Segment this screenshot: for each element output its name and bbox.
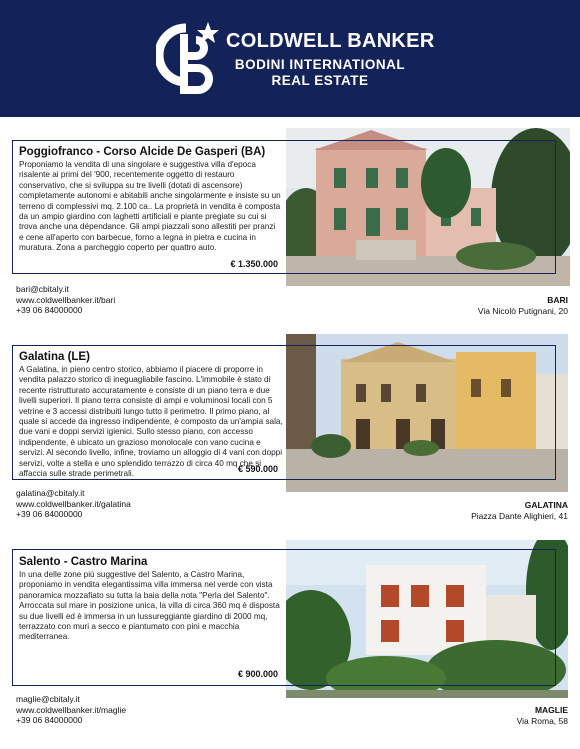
contact-block [16,284,115,316]
listing-title: Salento - Castro Marina [19,556,148,568]
contact-website[interactable]: www.coldwellbanker.it/maglie [16,704,127,715]
office-city: MAGLIE [534,705,568,715]
listing-description: Proponiamo la vendita di una singolare e suggestiva villa d'epoca risalente ai primi del '900, recentemente oggetto di restauro conservativo, che si sviluppa su tre livelli (dotati di ascensore) completamente autonomi e abitabili anche singolarmente e insiste su un terreno di complessivi mq. 2.100 ca.. La proprietà in vendita è composta da un ampio giardino con laghetti artificiali e piante pregiate su cui si trova anche una dépendance. Gli ampi piazzali sono allestiti per pranzi e cene all'aperto con barbecue, forno a legna in pietra e cucina in muratura. Zona a parcheggio coperto per quattro auto. [19,160,281,253]
office-address: Via Roma, 58 [516,715,568,726]
listing-text [19,556,283,682]
cb-monogram-icon [156,20,226,96]
contact-email[interactable]: bari@cbitaly.it [16,284,69,294]
office-city: BARI [547,295,568,305]
listing-text [19,146,281,270]
office-address: Piazza Dante Alighieri, 41 [471,510,568,521]
contact-website[interactable]: www.coldwellbanker.it/galatina [16,498,131,509]
contact-phone[interactable]: +39 06 84000000 [16,509,83,519]
listing-title: Galatina (LE) [19,351,90,363]
contact-email[interactable]: galatina@cbitaly.it [16,488,85,498]
office-block [471,500,568,521]
contact-block [16,694,126,726]
office-block [517,705,568,726]
contact-email[interactable]: maglie@cbitaly.it [16,694,80,704]
office-city: GALATINA [524,500,568,510]
brand-subtitle: BODINI INTERNATIONAL [234,57,406,72]
listing-description: A Galatina, in pieno centro storico, abbiamo il piacere di proporre in vendita palazzo storico di ineguagliabile fascino. L'immobile è stato di recente ristrutturato accuratamente e consiste di un piano terra e due livelli superiori. Il piano terra consiste di ampi e voluminosi locali con 5 vetrine e 3 accessi distribuiti lungo tutto il perimetro. Il primo piano, al quale si accede da ingresso indipendente, è composto da un'ampia sala, due vani e doppi servizi igienici. Sullo stesso piano, con accesso indipendente, è ubicato un grazioso monolocale con vano cucina e servizi. Al secondo livello, infine, troviamo un alloggio di 4 vani con doppi servizi, volte a stella e uno splendido terrazzo di circa 40 mq che si affaccia sulle strade perimetrali. [19,365,283,479]
listing-description: In una delle zone più suggestive del Salento, a Castro Marina, proponiamo in vendita elegantissima villa immersa nel verde con vista panoramica mozzafiato su tutta la baia della nota "Perla del Salento". Arroccata sul mare in posizione unica, la villa di circa 360 mq è disposta su due livelli ed è immersa in un lussureggiante giardino di 2000 mq, terrazzato con muri a secco e piantumato con pini e macchia mediterranea. [19,570,280,642]
contact-block [16,488,131,520]
brand-text [226,30,435,89]
brand-tagline: REAL ESTATE [271,73,369,88]
listing-price: € 1.350.000 [230,259,278,269]
brand-name: COLDWELL BANKER [226,30,435,52]
contact-website[interactable]: www.coldwellbanker.it/bari [16,294,116,305]
header-banner [0,0,580,117]
coldwell-banker-logo [156,20,435,96]
listing-price: € 900.000 [237,669,278,679]
office-address: Via Nicolò Putignani, 20 [477,305,568,316]
listing-title: Poggiofranco - Corso Alcide De Gasperi (BA) [19,146,266,158]
contact-phone[interactable]: +39 06 84000000 [16,715,83,725]
listing-text [19,351,283,479]
office-block [478,295,568,316]
listing-price: € 590.000 [237,464,278,474]
contact-phone[interactable]: +39 06 84000000 [16,305,83,315]
